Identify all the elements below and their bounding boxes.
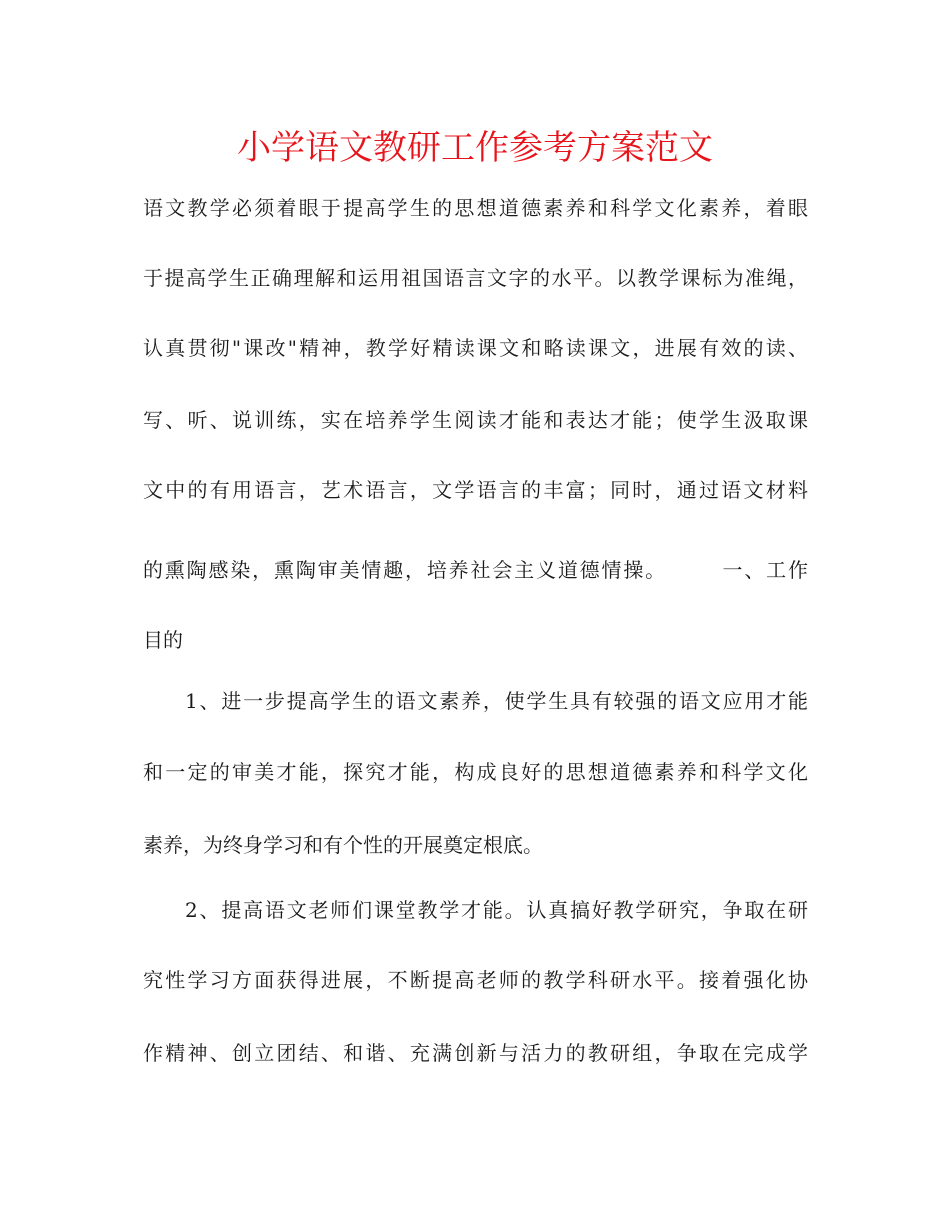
paragraph-line: 目的 — [143, 628, 183, 652]
paragraph-line: 2、提高语文老师们课堂教学才能。认真搞好教学研究，争取在研 — [185, 898, 808, 922]
paragraph-line: 认真贯彻"课改"精神，教学好精读课文和略读课文，进展有效的读、 — [143, 336, 808, 360]
paragraph-line: 和一定的审美才能，探究才能，构成良好的思想道德素养和科学文化 — [143, 760, 808, 784]
paragraph-line: 1、进一步提高学生的语文素养，使学生具有较强的语文应用才能 — [185, 689, 808, 713]
paragraph-line: 于提高学生正确理解和运用祖国语言文字的水平。以教学课标为准绳， — [143, 266, 808, 290]
paragraph-line: 写、听、说训练，实在培养学生阅读才能和表达才能；使学生汲取课 — [143, 408, 808, 432]
paragraph-line: 语文教学必须着眼于提高学生的思想道德素养和科学文化素养，着眼 — [143, 196, 808, 220]
paragraph-line: 究性学习方面获得进展，不断提高老师的教学科研水平。接着强化协 — [143, 968, 808, 992]
document-title: 小学语文教研工作参考方案范文 — [237, 128, 713, 168]
paragraph-line: 的熏陶感染，熏陶审美情趣，培养社会主义道德情操。 一、工作 — [143, 558, 808, 582]
paragraph-line: 作精神、创立团结、和谐、充满创新与活力的教研组，争取在完成学 — [143, 1041, 808, 1065]
paragraph-line: 文中的有用语言，艺术语言，文学语言的丰富；同时，通过语文材料 — [143, 478, 808, 502]
paragraph-line: 素养，为终身学习和有个性的开展奠定根底。 — [143, 833, 543, 857]
